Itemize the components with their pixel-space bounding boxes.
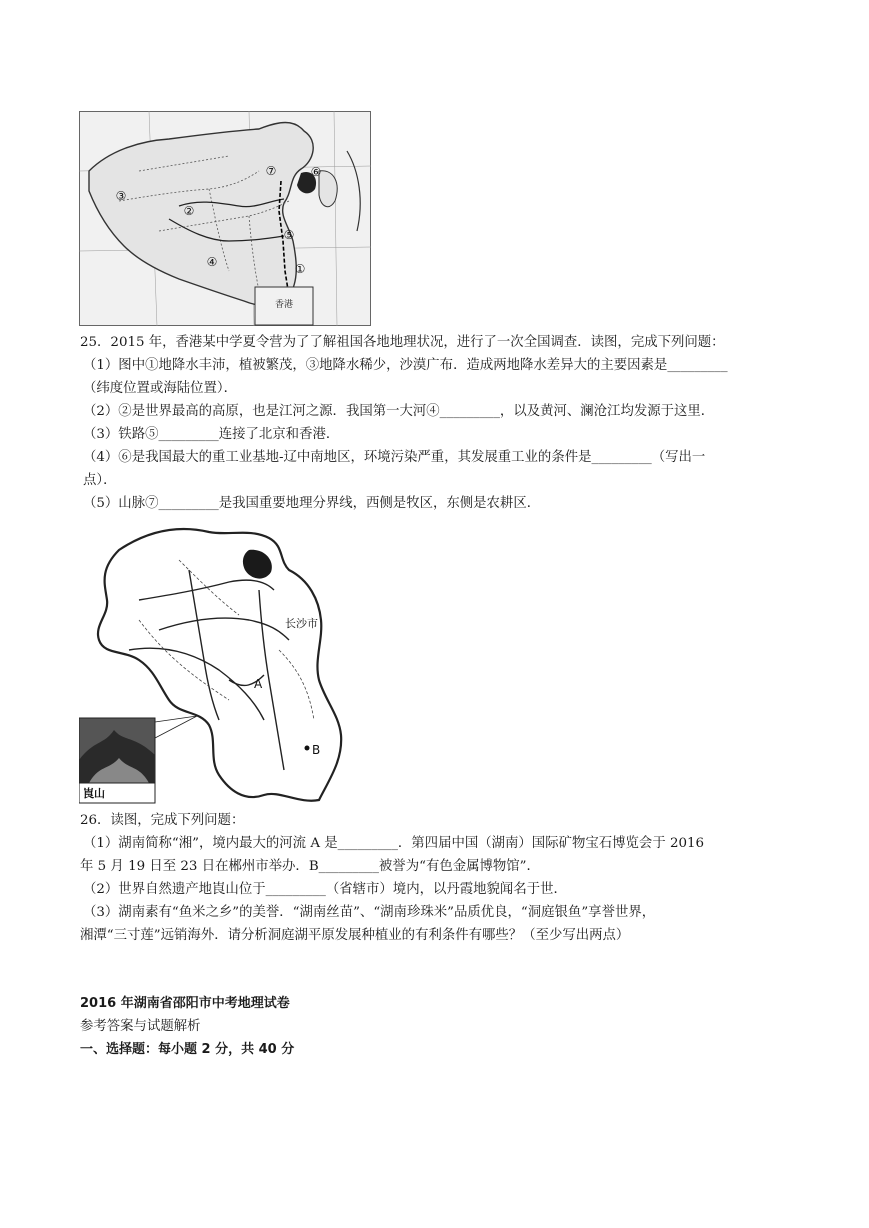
q25-part4-b: 点）． bbox=[83, 473, 117, 488]
q26-part1-a: （1）湖南简称“湘”，境内最大的河流 A 是_________．第四届中国（湖南）国际矿物宝石博览会于 2016 bbox=[83, 836, 705, 851]
q26-part1-b: 年 5 月 19 日至 23 日在郴州市举办．B_________被誉为“有色金属博物馆”． bbox=[80, 859, 540, 874]
q26-part3-b: 湘潭“三寸莲”远销海外．请分析洞庭湖平原发展种植业的有利条件有哪些？（至少写出两点） bbox=[80, 928, 630, 943]
hunan-map-figure bbox=[79, 520, 359, 805]
marker-7: ⑦ bbox=[265, 164, 277, 178]
china-map-figure bbox=[79, 111, 371, 326]
q25-part2: （2）②是世界最高的高原，也是江河之源．我国第一大河④_________，以及黄河、澜沧江均发源于这里． bbox=[83, 404, 715, 419]
marker-6: ⑥ bbox=[310, 165, 322, 179]
marker-3: ③ bbox=[115, 189, 127, 203]
answer-title: 2016 年湖南省邵阳市中考地理试卷 bbox=[80, 996, 290, 1011]
hunan-map bbox=[79, 520, 359, 805]
marker-1: ① bbox=[294, 262, 306, 276]
q25-part5: （5）山脉⑦_________是我国重要地理分界线，西侧是牧区，东侧是农耕区． bbox=[83, 496, 541, 511]
q25-part1-a: （1）图中①地降水丰沛，植被繁茂，③地降水稀少，沙漠广布．造成两地降水差异大的主要因素是_________ bbox=[83, 358, 728, 373]
river-a-label: A bbox=[254, 677, 263, 691]
hongkong-label: 香港 bbox=[274, 300, 294, 310]
q25-stem: 25．2015 年，香港某中学夏令营为了了解祖国各地地理状况，进行了一次全国调查．读图，完成下列问题： bbox=[80, 335, 725, 350]
answer-section-heading: 一、选择题：每小题 2 分，共 40 分 bbox=[80, 1042, 295, 1057]
q26-stem: 26．读图，完成下列问题： bbox=[80, 813, 245, 828]
city-b-label: B bbox=[312, 743, 321, 757]
marker-4: ④ bbox=[206, 255, 218, 269]
photo-caption: 崀山 bbox=[83, 787, 105, 800]
answer-subtitle: 参考答案与试题解析 bbox=[80, 1019, 201, 1034]
q26-part3-a: （3）湖南素有“鱼米之乡”的美誉．“湖南丝苗”、“湖南珍珠米”品质优良，“洞庭银鱼”享誉世界， bbox=[83, 905, 656, 920]
q25-part1-b: （纬度位置或海陆位置）． bbox=[83, 381, 237, 396]
q26-part2: （2）世界自然遗产地崀山位于_________（省辖市）境内，以丹霞地貌闻名于世． bbox=[83, 882, 567, 897]
marker-2: ② bbox=[183, 204, 195, 218]
q25-part3: （3）铁路⑤_________连接了北京和香港． bbox=[83, 427, 340, 442]
china-map bbox=[79, 111, 371, 326]
q25-part4-a: （4）⑥是我国最大的重工业基地-辽中南地区，环境污染严重，其发展重工业的条件是_________（写出一 bbox=[83, 450, 706, 465]
changsha-label: 长沙市 bbox=[285, 617, 318, 630]
marker-5: ⑤ bbox=[283, 228, 295, 242]
